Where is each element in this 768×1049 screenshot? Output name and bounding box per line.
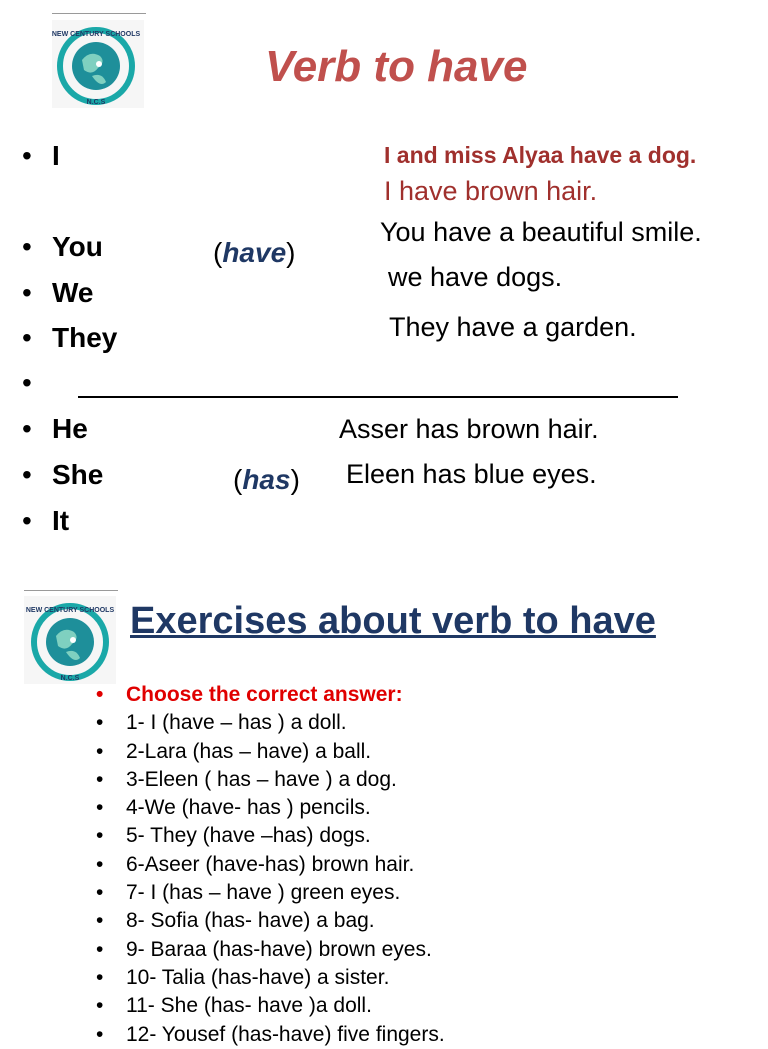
exercise-item: • 9- Baraa (has-have) brown eyes. xyxy=(96,937,432,961)
exercise-item: • 12- Yousef (has-have) five fingers. xyxy=(96,1022,445,1046)
sentence-alyaa: I and miss Alyaa have a dog. xyxy=(384,142,697,168)
pronoun-they: They xyxy=(52,322,118,353)
page-title: Verb to have xyxy=(265,42,528,91)
exercise-item: • 3-Eleen ( has – have ) a dog. xyxy=(96,767,397,791)
exercise-instruction: • Choose the correct answer: xyxy=(96,683,403,706)
pronoun-we: We xyxy=(52,277,94,308)
bullet-dot: • xyxy=(22,459,32,490)
sentence-i: I have brown hair. xyxy=(384,176,598,206)
has-tag xyxy=(233,464,300,496)
exercise-item: • 6-Aseer (have-has) brown hair. xyxy=(96,852,415,876)
pronoun-you: You xyxy=(52,231,103,262)
logo2-top-text: NEW CENTURY SCHOOLS xyxy=(25,607,115,614)
bullet-dot: • xyxy=(22,505,32,536)
sentence-we: we have dogs. xyxy=(388,262,563,292)
exercise-item: • 4-We (have- has ) pencils. xyxy=(96,796,371,820)
exercises-title: Exercises about verb to have xyxy=(130,600,656,642)
bullet-dot: • xyxy=(22,322,32,353)
exercise-item: • 8- Sofia (has- have) a bag. xyxy=(96,909,375,933)
bullet-dot: • xyxy=(22,140,32,171)
exercise-item: • 7- I (has – have ) green eyes. xyxy=(96,881,401,905)
bullet-dot: • xyxy=(22,277,32,308)
have-verb: have xyxy=(222,237,287,268)
school-logo xyxy=(52,20,144,108)
exercise-item: • 2-Lara (has – have) a ball. xyxy=(96,739,372,763)
section-divider xyxy=(78,396,678,398)
has-verb: has xyxy=(242,464,291,495)
logo-bottom-text: N.C.S xyxy=(86,99,106,106)
pronoun-i: I xyxy=(52,140,60,171)
pronoun-it: It xyxy=(52,505,70,536)
sentence-he: Asser has brown hair. xyxy=(339,414,599,444)
have-close-paren: ) xyxy=(286,237,296,268)
logo2-bottom-text: N.C.S xyxy=(60,675,80,682)
pronoun-she: She xyxy=(52,459,104,490)
has-close-paren: ) xyxy=(290,464,300,495)
sentence-you: You have a beautiful smile. xyxy=(380,217,702,247)
logo-divider-top-2 xyxy=(24,590,118,591)
bullet-dot: • xyxy=(22,413,32,444)
exercise-item: • 5- They (have –has) dogs. xyxy=(96,824,371,848)
sentence-they: They have a garden. xyxy=(389,312,637,342)
have-open-paren: ( xyxy=(213,237,223,268)
exercise-list xyxy=(96,681,445,1049)
bullet-dot: • xyxy=(22,367,32,398)
exercise-item: • 1- I (have – has ) a doll. xyxy=(96,711,347,735)
pronoun-he: He xyxy=(52,413,88,444)
exercise-item: • 10- Talia (has-have) a sister. xyxy=(96,965,390,989)
logo-top-text: NEW CENTURY SCHOOLS xyxy=(52,31,141,38)
bullet-dot: • xyxy=(22,231,32,262)
logo-divider-top xyxy=(52,13,146,14)
has-open-paren: ( xyxy=(233,464,243,495)
have-tag xyxy=(213,237,295,269)
sentence-she: Eleen has blue eyes. xyxy=(346,459,597,489)
school-logo-2 xyxy=(24,596,116,684)
exercise-item: • 11- She (has- have )a doll. xyxy=(96,994,372,1018)
